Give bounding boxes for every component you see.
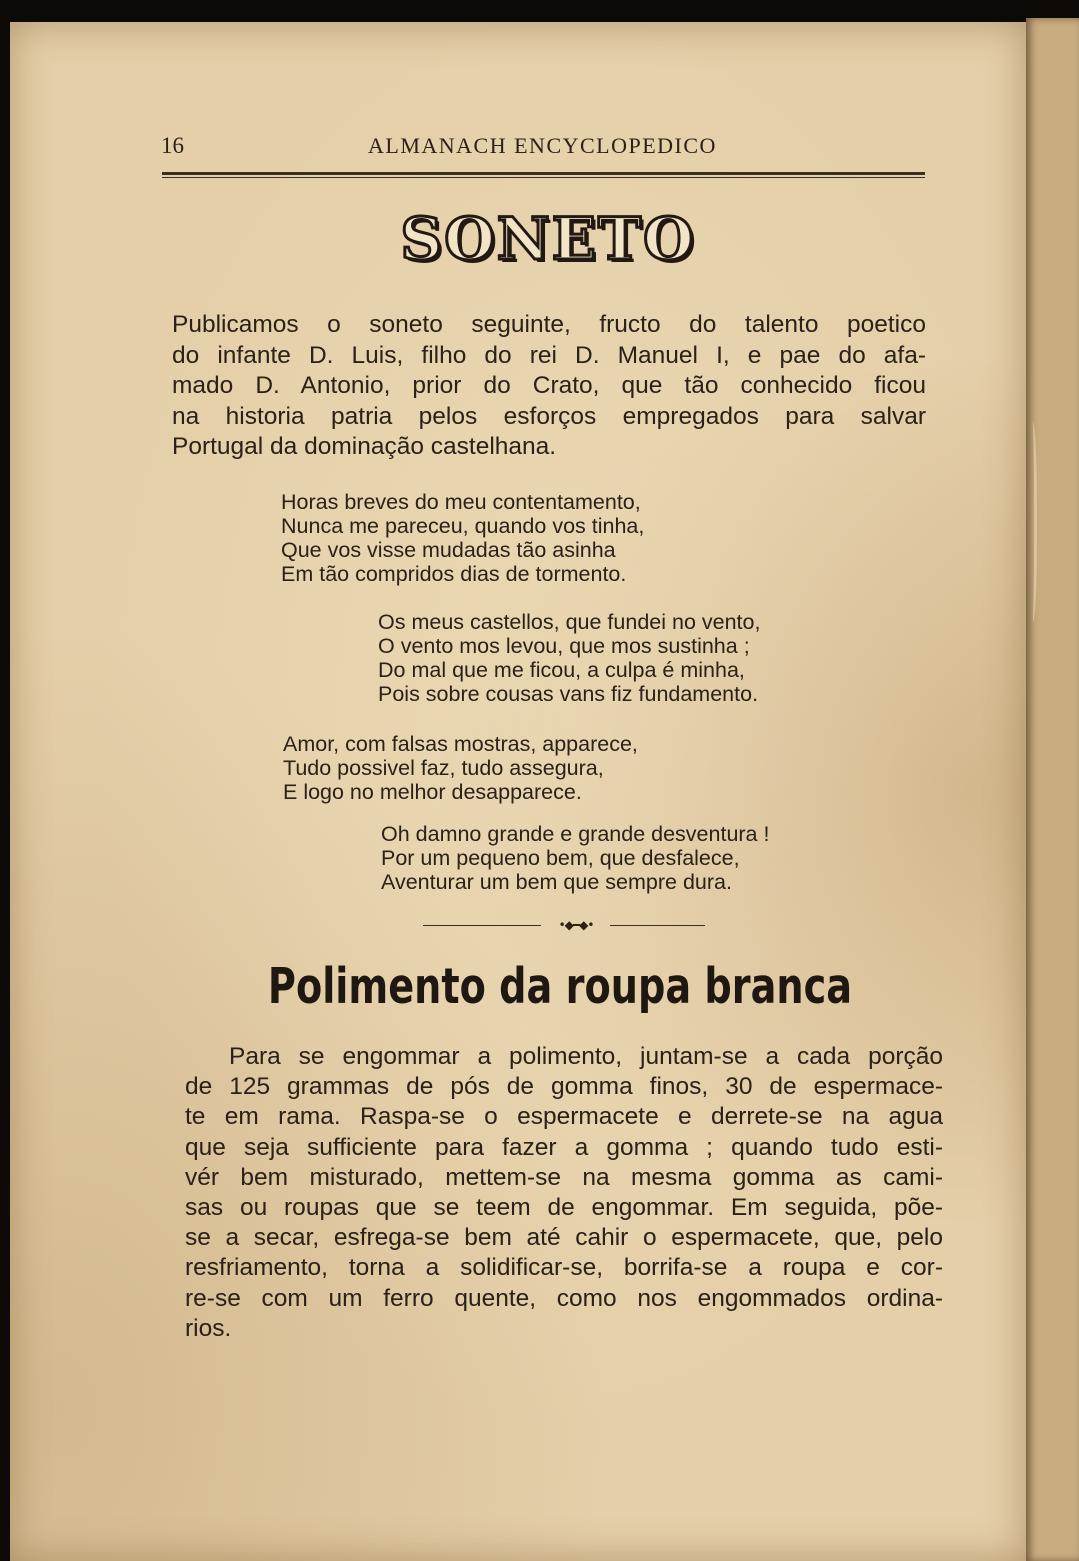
body-line: resfriamento, torna a solidificar-se, borrifa-se a roupa e cor-: [185, 1254, 943, 1282]
verse-line: Do mal que me ficou, a culpa é minha,: [378, 658, 745, 682]
divider-line-left: [423, 925, 541, 926]
binding-thread: [1026, 422, 1037, 622]
body-line: vér bem misturado, mettem-se na mesma gomma as cami-: [185, 1163, 943, 1191]
divider-ornament: •◆━◆•: [558, 918, 594, 932]
body-line: que seja sufficiente para fazer a gomma ; quando tudo esti-: [185, 1133, 943, 1161]
intro-line: do infante D. Luis, filho do rei D. Manuel I, e pae do afa-: [172, 341, 926, 369]
stanza-tercet-1: [283, 732, 638, 804]
verse-line: Aventurar um bem que sempre dura.: [381, 870, 732, 894]
body-line: te em rama. Raspa-se o espermacete e derrete-se na agua: [185, 1103, 943, 1131]
verse-line: Por um pequeno bem, que desfalece,: [381, 846, 740, 870]
body-line: sas ou roupas que se teem de engommar. Em seguida, põe-: [185, 1194, 943, 1222]
soneto-title: SONETO: [400, 205, 696, 273]
verse-line: Tudo possivel faz, tudo assegura,: [283, 756, 604, 780]
body-line: Para se engommar a polimento, juntam-se a cada porção: [229, 1043, 943, 1070]
verse-line: Pois sobre cousas vans fiz fundamento.: [378, 682, 759, 706]
body-line: se a secar, esfrega-se bem até cahir o espermacete, que, pelo: [185, 1224, 943, 1252]
stanza-quatrain-2: [378, 610, 760, 706]
verse-line: E logo no melhor desapparece.: [283, 780, 582, 804]
soneto-intro: [172, 310, 926, 463]
verse-line: Oh damno grande e grande desventura !: [381, 822, 770, 846]
divider-line-right: [610, 925, 705, 926]
header-rule: [162, 172, 925, 175]
body-line: de 125 grammas de pós de gomma finos, 30 de espermace-: [185, 1073, 943, 1101]
intro-line: Portugal da dominação castelhana.: [172, 433, 557, 460]
verse-line: O vento mos levou, que mos sustinha ;: [378, 634, 750, 658]
article-title: Polimento da roupa branca: [267, 958, 853, 1015]
verse-line: Amor, com falsas mostras, apparece,: [283, 732, 638, 756]
body-line: rios.: [185, 1314, 232, 1342]
section-divider: [423, 918, 705, 932]
intro-line: mado D. Antonio, prior do Crato, que tão conhecido ficou: [172, 372, 926, 399]
running-title: ALMANACH ENCYCLOPEDICO: [368, 133, 717, 158]
verse-line: Nunca me pareceu, quando vos tinha,: [281, 514, 645, 538]
intro-line: na historia patria pelos esforços empregados para salvar: [172, 402, 926, 430]
stanza-tercet-2: [381, 822, 769, 894]
verse-line: Os meus castellos, que fundei no vento,: [378, 610, 761, 634]
verse-line: Horas breves do meu contentamento,: [281, 490, 641, 514]
stanza-quatrain-1: [281, 490, 644, 586]
body-line: re-se com um ferro quente, como nos engommados ordina-: [185, 1284, 943, 1312]
page-number: 16: [161, 133, 184, 158]
verse-line: Que vos visse mudadas tão asinha: [281, 538, 616, 562]
verse-line: Em tão compridos dias de tormento.: [281, 562, 627, 586]
intro-line: Publicamos o soneto seguinte, fructo do talento poetico: [172, 311, 926, 338]
adjacent-page-edge: [1026, 18, 1079, 1561]
article-body: [185, 1042, 943, 1344]
